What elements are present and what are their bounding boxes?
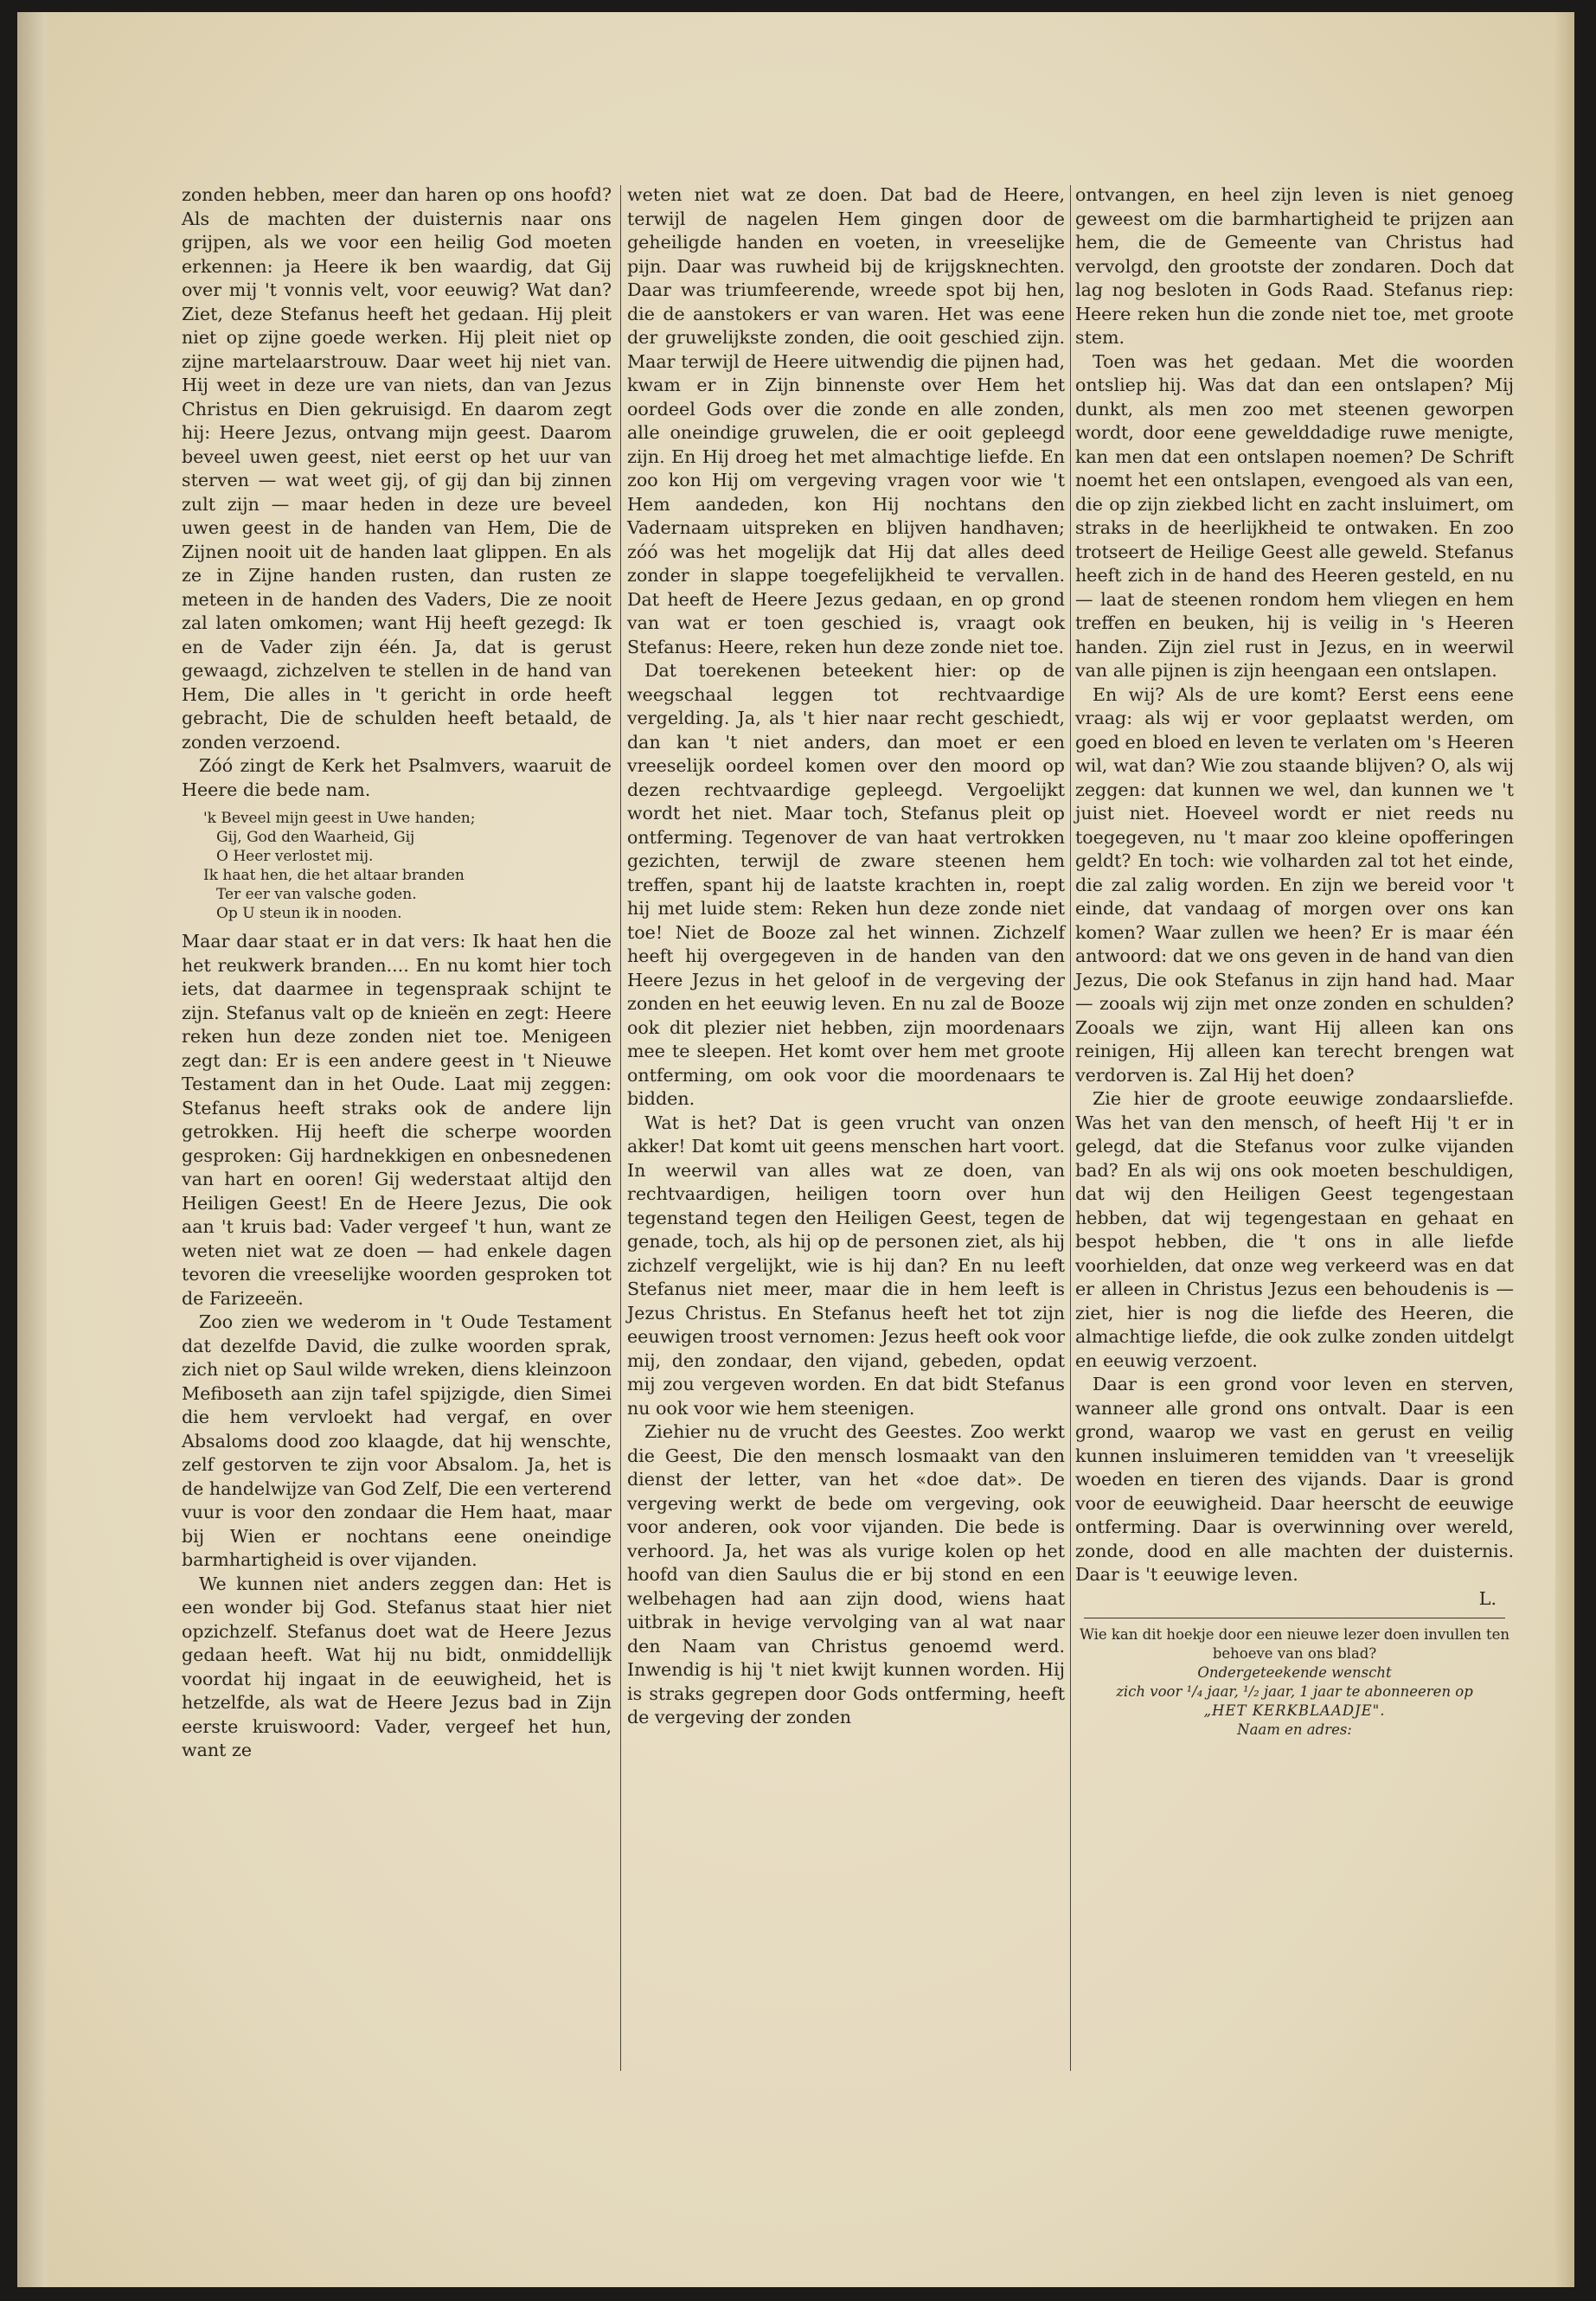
psalm-verse: [203, 809, 612, 923]
newspaper-page: [17, 12, 1574, 2287]
page-edge: [1555, 12, 1574, 2287]
notice-text: Wie kan dit hoekje door een nieuwe lezer doen invullen ten behoeve van ons blad?: [1079, 1626, 1510, 1662]
notice-text: zich voor ¹/₄ jaar, ¹/₂ jaar, 1 jaar te abonneeren op: [1116, 1683, 1473, 1700]
column-rule: [1070, 185, 1071, 2071]
paragraph: We kunnen niet anders zeggen dan: Het is een wonder bij God. Stefanus staat hier niet opzichzelf. Stefanus doet wat de Heere Jezus gedaan heeft. Wat hij nu bidt, onmiddellijk voordat hij ingaat in de eeuwigheid, het is hetzelfde, als wat de Heere Jezus bad in Zijn eerste kruiswoord: Vader, vergeef het hun, want ze: [182, 1573, 612, 1760]
paragraph: Maar daar staat er in dat vers: Ik haat hen die het reukwerk branden.... En nu komt hier toch iets, dat daarmee in tegenspraak schijnt te zijn. Stefanus valt op de knieën en zegt: Heere reken hun deze zonden niet toe. Menigeen zegt dan: Er is een andere geest in 't Nieuwe Testament dan in het Oude. Laat mij zeggen: Stefanus heeft straks ook de andere lijn getrokken. Hij heeft die scherpe woorden gesproken: Gij hardnekkigen en onbesnedenen van hart en ooren! Gij wederstaat altijd den Heiligen Geest! En de Heere Jezus, Die ook aan 't kruis bad: Vader vergeef 't hun, want ze weten niet wat ze doen — had enkele dagen tevoren die vreeselijke woorden gesproken tot de Farizeeën.: [182, 931, 612, 1309]
paragraph: Daar is een grond voor leven en sterven, wanneer alle grond ons ontvalt. Daar is een grond, waarop we vast en gerust en veilig kunnen insluimeren temidden van 't vreeselijk woeden en tieren des vijands. Daar is grond voor de eeuwigheid. Daar heerscht de eeuwige ontferming. Daar is overwinning over wereld, zonde, dood en alle machten der duisternis. Daar is 't eeuwige leven.: [1075, 1374, 1514, 1585]
page-binding: [17, 12, 47, 2287]
paragraph: Dat toerekenen beteekent hier: op de weegschaal leggen tot rechtvaardige vergelding. Ja, als 't hier naar recht geschiedt, dan kan 't niet anders, dan moet er een vreeselijk oordeel komen over den moord op dezen rechtvaardige gepleegd. Vergoelijkt wordt het niet. Maar toch, Stefanus pleit op ontferming. Tegenover de van haat vertrokken gezichten, terwijl de zware steenen hem treffen, spant hij de laatste krachten in, roept hij met luide stem: Reken hun deze zonde niet toe! Niet de Booze zal het winnen. Zichzelf heeft hij overgegeven in de handen van den Heere Jezus in het geloof in de vergeving der zonden en het eeuwig leven. En nu zal de Booze ook dit plezier niet hebben, zijn moordenaars mee te sleepen. Het komt over hem met groote ontferming, om ook voor die moordenaars te bidden.: [627, 660, 1065, 1109]
paragraph: zonden hebben, meer dan haren op ons hoofd? Als de machten der duisternis naar ons grijpen, als we voor een heilig God moeten erkennen: ja Heere ik ben waardig, dat Gij over mij 't vonnis velt, voor eeuwig? Wat dan? Ziet, deze Stefanus heeft het gedaan. Hij pleit niet op zijne goede werken. Hij pleit niet op zijne martelaarstrouw. Daar weet hij niet van. Hij weet in deze ure van niets, dan van Jezus Christus en Dien gekruisigd. En daarom zegt hij: Heere Jezus, ontvang mijn geest. Daarom beveel uwen geest, niet eerst op het uur van sterven — wat weet gij, of gij dan bij zinnen zult zijn — maar heden in deze ure beveel uwen geest in de handen van Hem, Die de Zijnen nooit uit de handen laat glippen. En als ze in Zijne handen rusten, dan rusten ze meteen in de handen des Vaders, Die ze nooit zal laten omkomen; want Hij heeft gezegd: Ik en de Vader zijn één. Ja, dat is gerust gewaagd, zichzelven te stellen in de hand van Hem, Die alles in 't gericht in orde heeft gebracht, Die de schulden heeft betaald, de zonden verzoend.: [182, 184, 612, 753]
verse-line: Gij, God den Waarheid, Gij: [216, 829, 415, 846]
column-rule: [620, 185, 621, 2071]
paragraph: ontvangen, en heel zijn leven is niet genoeg geweest om die barmhartigheid te prijzen aan hem, die de Gemeente van Christus had vervolgd, den grootste der zondaren. Doch dat lag nog besloten in Gods Raad. Stefanus riep: Heere reken hun die zonde niet toe, met groote stem.: [1075, 184, 1514, 348]
column-1: [182, 183, 612, 1763]
author-signature: L.: [1478, 1587, 1497, 1609]
verse-line: O Heer verlostet mij.: [216, 848, 374, 865]
verse-line: Ik haat hen, die het altaar branden: [203, 867, 465, 884]
paragraph: Wat is het? Dat is geen vrucht van onzen akker! Dat komt uit geens menschen hart voort. In weerwil van alles wat ze doen, van rechtvaardigen, heiligen toorn over hun tegenstand tegen den Heiligen Geest, tegen de genade, toch, als hij op de personen ziet, als hij zichzelf vergelijkt, wie is hij dan? En nu leeft Stefanus niet meer, maar die in hem leeft is Jezus Christus. En Stefanus heeft het tot zijn eeuwigen troost vernomen: Jezus heeft ook voor mij, den zondaar, den vijand, gebeden, opdat mij zou vergeven worden. En dat bidt Stefanus nu ook voor wie hem steenigen.: [627, 1112, 1065, 1419]
paragraph: Toen was het gedaan. Met die woorden ontsliep hij. Was dat dan een ontslapen? Mij dunkt, als men zoo met steenen geworpen wordt, door eene gewelddadige ruwe menigte, kan men dat een ontslapen noemen? De Schrift noemt het een ontslapen, evengoed als van een, die op zijn ziekbed licht en zacht insluimert, om straks in de heerlijkheid te ontwaken. En zoo trotseert de Heilige Geest alle geweld. Stefanus heeft zich in de hand des Heeren gesteld, en nu — laat de steenen rondom hem vliegen en hem treffen en beuken, hij is veilig in 's Heeren handen. Zijn ziel rust in Jezus, en in weerwil van alle pijnen is zijn heengaan een ontslapen.: [1075, 350, 1514, 681]
paragraph: Zóó zingt de Kerk het Psalmvers, waaruit de Heere die bede nam.: [182, 755, 612, 800]
verse-line: 'k Beveel mijn geest in Uwe handen;: [203, 810, 476, 827]
column-3: [1075, 183, 1514, 1740]
paragraph: Zie hier de groote eeuwige zondaarsliefde. Was het van den mensch, of heeft Hij 't er in gelegd, dat die Stefanus voor zulke vijanden bad? En als wij ons ook moeten beschuldigen, dat wij den Heiligen Geest tegengestaan hebben, dat wij tegengestaan en gehaat en bespot hebben, die 't ons in alle liefde voorhielden, dat onze weg verkeerd was en dat er alleen in Christus Jezus een behoudenis is — ziet, hier is nog die liefde des Heeren, die almachtige liefde, die ook zulke zonden uitdelgt en eeuwig verzoent.: [1075, 1088, 1514, 1371]
column-2: [627, 183, 1065, 1730]
verse-line: Ter eer van valsche goden.: [216, 886, 417, 903]
paragraph: En wij? Als de ure komt? Eerst eens eene vraag: als wij er voor geplaatst werden, om goed en bloed en leven te verlaten om 's Heeren wil, wat dan? Wie zou staande blijven? O, als wij zeggen: dat kunnen we wel, dan kunnen we 't juist niet. Hoeveel wordt er niet reeds nu toegegeven, nu 't maar zoo kleine opofferingen geldt? En toch: wie volharden zal tot het einde, die zal zalig worden. En zijn we bereid voor 't einde, dat vandaag of morgen over ons kan komen? Waar zullen we heen? Er is maar één antwoord: dat we ons geven in de hand van dien Jezus, Die ook Stefanus in zijn hand had. Maar — zooals wij zijn met onze zonden en schulden? Zooals we zijn, want Hij alleen kan ons reinigen, Hij alleen kan terecht brengen wat verdorven is. Zal Hij het doen?: [1075, 683, 1514, 1086]
subscription-notice: [1075, 1625, 1514, 1740]
paragraph: Ziehier nu de vrucht des Geestes. Zoo werkt die Geest, Die den mensch losmaakt van den dienst der letter, van het «doe dat». De vergeving werkt de bede om vergeving, ook voor anderen, ook voor vijanden. Die bede is verhoord. Ja, het was als vurige kolen op het hoofd van dien Saulus die er bij stond en een welbehagen had aan zijn dood, wiens haat uitbrak in hevige vervolging van al wat naar den Naam van Christus genoemd werd. Inwendig is hij 't niet kwijt kunnen worden. Hij is straks gegrepen door Gods ontferming, heeft de vergeving der zonden: [627, 1421, 1065, 1727]
paragraph: weten niet wat ze doen. Dat bad de Heere, terwijl de nagelen Hem gingen door de geheiligde handen en voeten, in vreeselijke pijn. Daar was ruwheid bij de krijgsknechten. Daar was triumfeerende, wreede spot bij hen, die de aanstokers er van waren. Het was eene der gruwelijkste zonden, die ooit geschied zijn. Maar terwijl de Heere uitwendig die pijnen had, kwam er in Zijn binnenste over Hem het oordeel Gods over die zonde en alle zonden, alle oneindige gruwelen, die er ooit gepleegd zijn. En Hij droeg het met almachtige liefde. En zoo kon Hij om vergeving vragen voor wie 't Hem aandeden, kon Hij nochtans den Vadernaam uitspreken en blijven handhaven; zóó was het mogelijk dat Hij dat alles deed zonder in slappe toegefelijkheid te vervallen. Dat heeft de Heere Jezus gedaan, en op grond van wat er toen geschied is, vraagt ook Stefanus: Heere, reken hun deze zonde niet toe.: [627, 184, 1065, 657]
paragraph: Zoo zien we wederom in 't Oude Testament dat dezelfde David, die zulke woorden sprak, zich niet op Saul wilde wreken, diens kleinzoon Mefiboseth aan zijn tafel spijzigde, dien Simei die hem vervloekt had vergaf, en over Absaloms dood zoo klaagde, dat hij wenschte, zelf gestorven te zijn voor Absalom. Ja, het is de handelwijze van God Zelf, Die een verterend vuur is voor den zondaar die Hem haat, maar bij Wien er nochtans eene oneindige barmhartigheid is over vijanden.: [182, 1311, 612, 1570]
notice-text: Naam en adres:: [1237, 1721, 1352, 1738]
publication-name: „HET KERKBLAADJE".: [1203, 1702, 1386, 1719]
verse-line: Op U steun ik in nooden.: [216, 905, 402, 922]
notice-text: Ondergeteekende wenscht: [1197, 1664, 1392, 1681]
